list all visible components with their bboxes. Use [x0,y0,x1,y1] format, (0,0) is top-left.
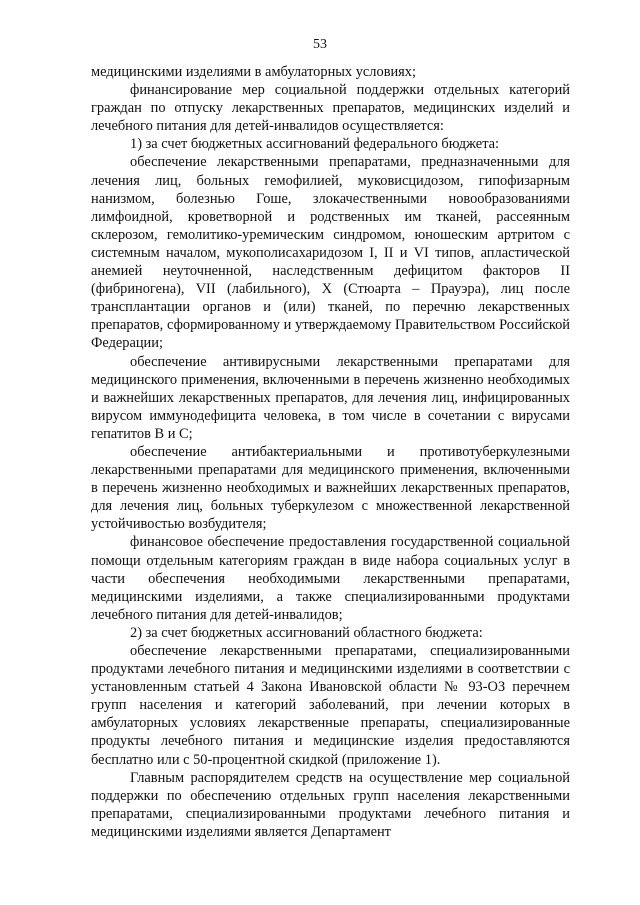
paragraph-regional-provision: обеспечение лекарственными препаратами, специализированными продуктами лечебного питания и медицинскими изделиями в соответствии с установленным статьей 4 Закона Ивановской области № 93-ОЗ перечнем групп населения и категорий заболеваний, при лечении которых в амбулаторных условиях лекарственные препараты, специализированные продукты лечебного питания и медицинские изделия предоставляются бесплатно или с 50-процентной скидкой (приложение 1). [91,643,570,768]
paragraph-antibacterial-provision: обеспечение антибактериальными и противотуберкулезными лекарственными препаратами для медицинского применения, включенными в перечень жизненно необходимых и важнейших лекарственных препаратов, для лечения лиц, больных туберкулезом с множественной лекарственной устойчивостью возбудителя; [91,443,570,533]
paragraph-continuation: медицинскими изделиями в амбулаторных условиях; [91,64,416,80]
paragraph-main-administrator: Главным распорядителем средств на осуществление мер социальной поддержки по обеспечению отдельных групп населения лекарственными препаратами, специализированными продуктами лечебного питания и медицинскими изделиями является Департамент [91,769,570,840]
paragraph-financing-measures: финансирование мер социальной поддержки отдельных категорий граждан по отпуску лекарственных препаратов, медицинских изделий и лечебного питания для детей-инвалидов осуществляется: [91,82,570,135]
document-body [91,63,570,841]
paragraph-regional-budget-heading: 2) за счет бюджетных ассигнований областного бюджета: [130,624,483,641]
paragraph-federal-budget-heading: 1) за счет бюджетных ассигнований федерального бюджета: [130,136,500,153]
paragraph-rare-diseases-provision: обеспечение лекарственными препаратами, предназначенными для лечения лиц, больных гемофилией, муковисцидозом, гипофизарным нанизмом, болезнью Гоше, злокачественными новообразованиями лимфоидной, кроветворной и родственных им тканей, рассеянным склерозом, гемолитико-уремическим синдромом, юношеским артритом с системным началом, мукополисахаридозом I, II и VI типов, апластической анемией неуточненной, наследственным дефицитом факторов II (фибриногена), VII (лабильного), X (Стюарта – Прауэра), лиц после трансплантации органов и (или) тканей, по перечню лекарственных препаратов, сформированному и утверждаемому Правительством Российской Федерации; [91,154,570,352]
paragraph-social-help-provision: финансовое обеспечение предоставления государственной социальной помощи отдельным категориям граждан в виде набора социальных услуг в части обеспечения необходимыми лекарственными препаратами, медицинскими изделиями, а также специализированными продуктами лечебного питания для детей-инвалидов; [91,534,570,623]
paragraph-antiviral-provision: обеспечение антивирусными лекарственными препаратами для медицинского применения, включенными в перечень жизненно необходимых и важнейших лекарственных препаратов, для лечения лиц, инфицированных вирусом иммунодефицита человека, в том числе в сочетании с вирусами гепатитов B и C; [91,353,570,442]
page-number: 53 [313,37,327,52]
